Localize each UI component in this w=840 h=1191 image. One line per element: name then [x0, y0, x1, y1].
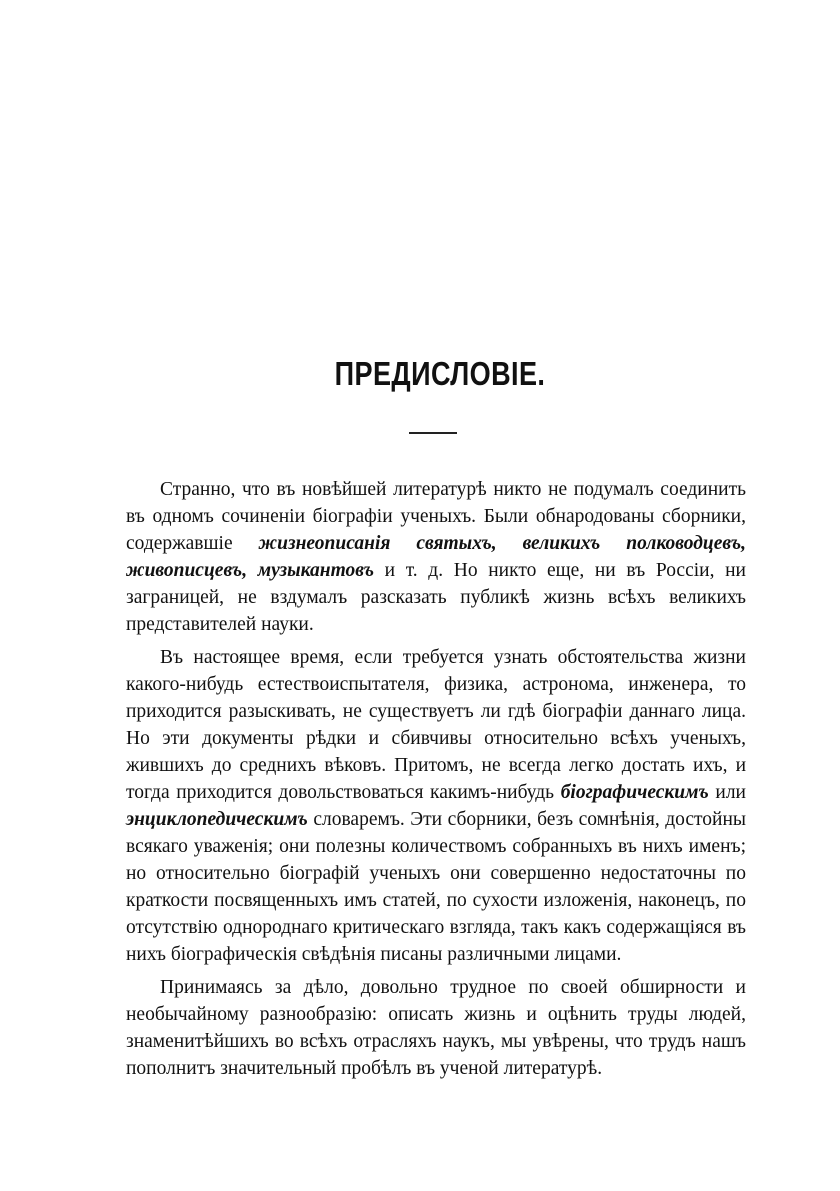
paragraph-2-text-3: словаремъ. Эти сборники, безъ сомнѣнія, достойны всякаго уваженія; они полезны количествомъ собранныхъ въ нихъ именъ; но относительно біографій ученыхъ они совершенно недостаточны по краткости посвященныхъ имъ статей, по сухости изложенія, наконецъ, по отсутствію однороднаго критическаго взгляда, такъ какъ содержащіяся въ нихъ біографическія свѣдѣнія писаны различными лицами. — [126, 809, 746, 965]
paragraph-3-text-1: Принимаясь за дѣло, довольно трудное по своей обширности и необычайному разнообразію: описать жизнь и оцѣнить труды людей, знаменитѣйшихъ во всѣхъ отрасляхъ наукъ, мы увѣрены, что трудъ нашъ пополнитъ значительный пробѣлъ въ ученой литературѣ. — [126, 977, 746, 1079]
paragraph-1-italic-list: жизнеописанія святыхъ, великихъ полководцевъ, живописцевъ, музыкантовъ — [126, 533, 747, 581]
paragraph-2-text-2: или — [708, 782, 746, 803]
title-divider — [409, 432, 457, 434]
paragraph-1-text-2: и т. д. Но никто еще, ни въ Россіи, ни заграницей, не вздумалъ разсказать публикѣ жизнь всѣхъ великихъ представителей науки. — [126, 560, 746, 635]
paragraph-1 — [126, 476, 746, 638]
paragraph-1-text-1: Странно, что въ новѣйшей литературѣ никто не подумалъ соединить въ одномъ сочиненіи біографіи ученыхъ. Были обнародованы сборники, содержавшіе — [126, 479, 746, 554]
paragraph-2 — [126, 644, 746, 968]
paragraph-3 — [126, 974, 746, 1082]
paragraph-2-text-1: Въ настоящее время, если требуется узнать обстоятельства жизни какого-нибудь естествоиспытателя, физика, астронома, инженера, то приходится разыскивать, не существуетъ ли гдѣ біографіи даннаго лица. Но эти документы рѣдки и сбивчивы относительно всѣхъ ученыхъ, жившихъ до среднихъ вѣковъ. Притомъ, не всегда легко достать ихъ, и тогда приходится довольствоваться какимъ-нибудь — [126, 647, 746, 803]
preface-body — [126, 476, 746, 1082]
paragraph-2-italic-encyclopedic: энциклопедическимъ — [126, 809, 308, 830]
paragraph-2-italic-biographical: біографическимъ — [560, 782, 709, 803]
page-title: ПРЕДИСЛОВІЕ. — [334, 355, 546, 392]
